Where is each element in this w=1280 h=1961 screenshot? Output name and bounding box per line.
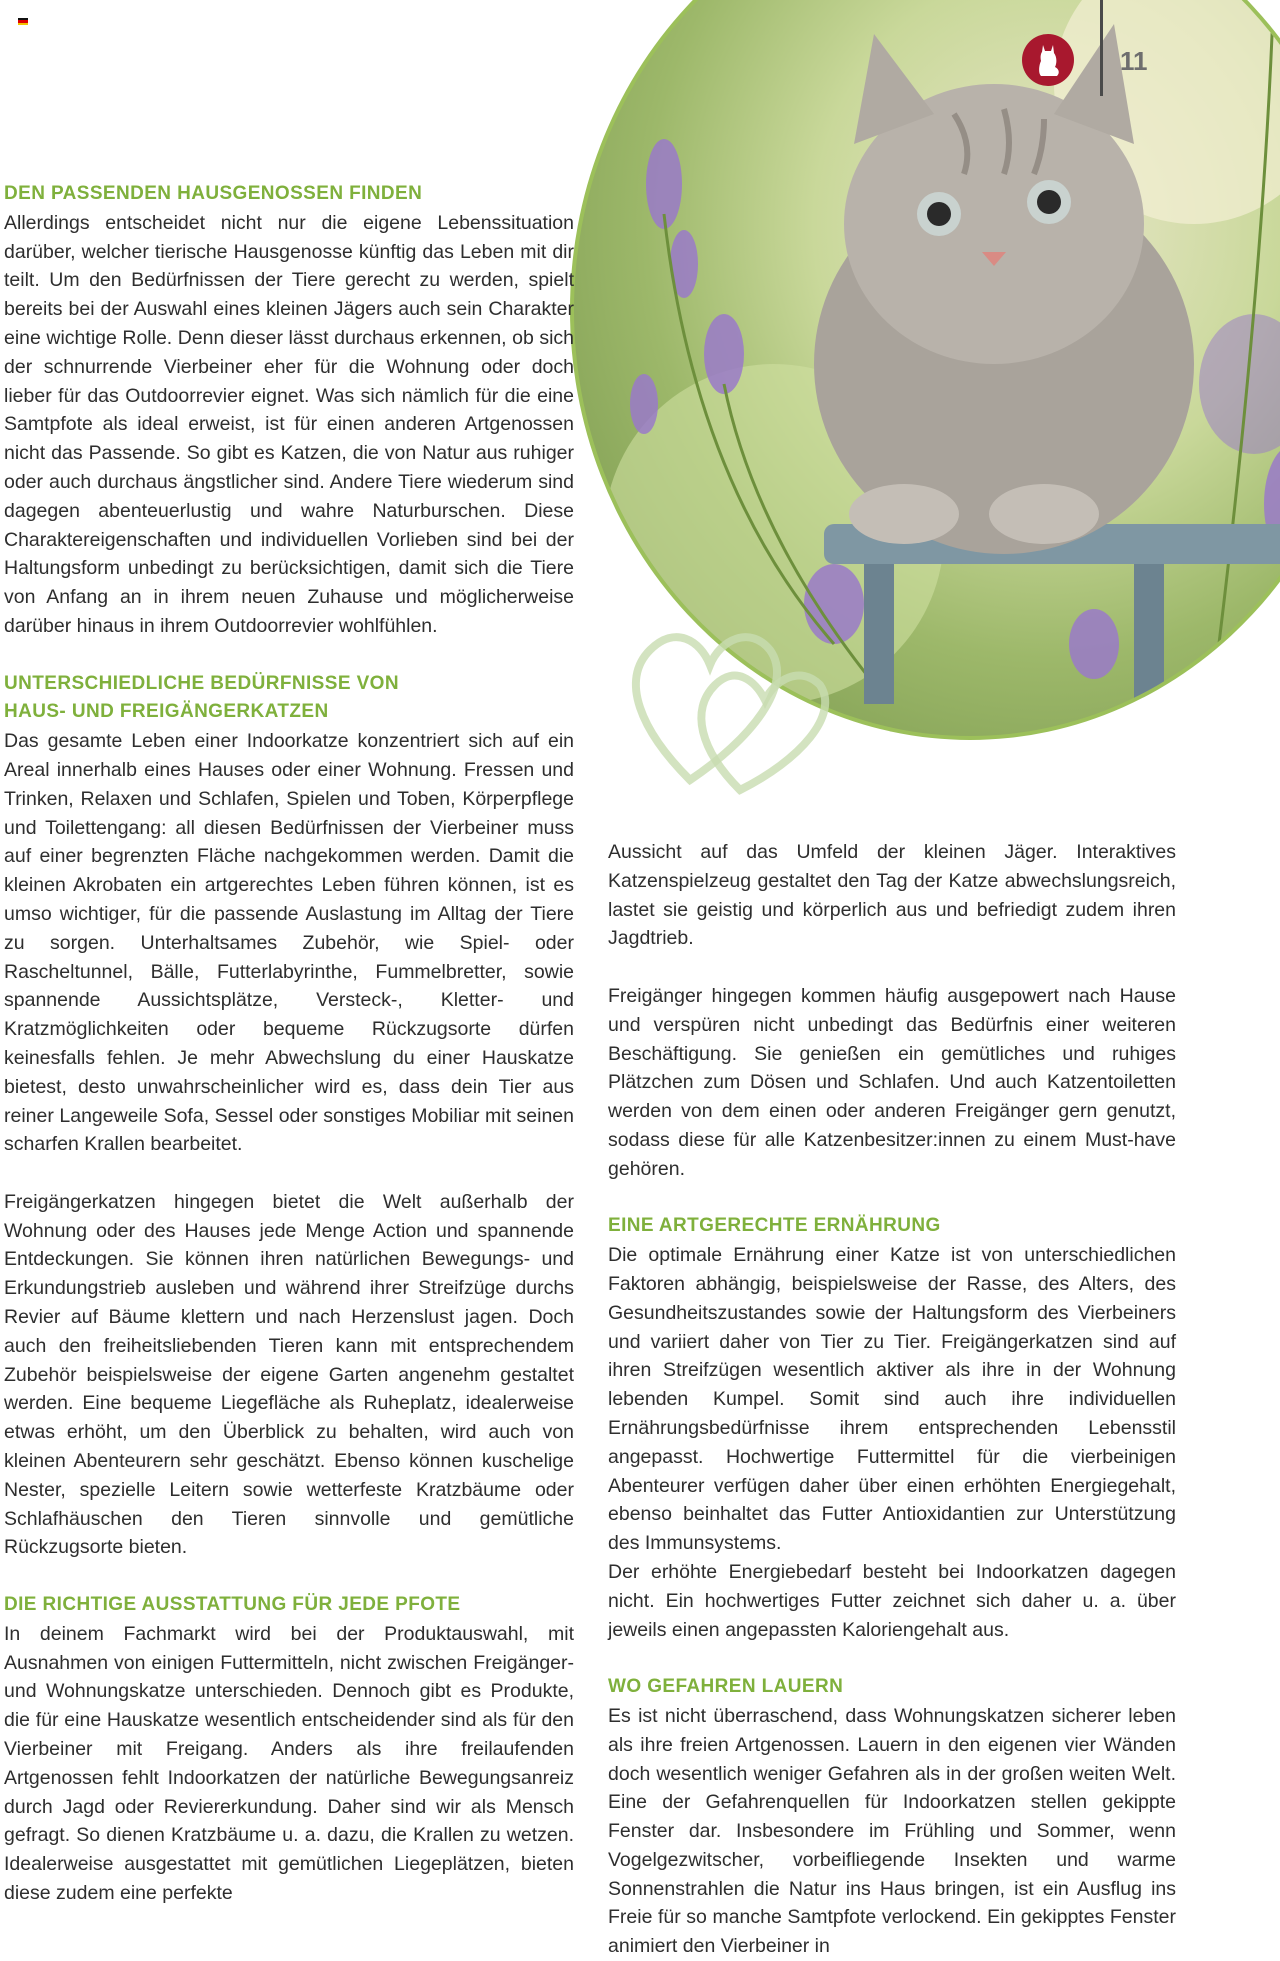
right-column — [608, 838, 1176, 1961]
paragraph: In deinem Fachmarkt wird bei der Produktauswahl, mit Ausnahmen von einigen Futtermitteln, nicht zwischen Freigänger- und Wohnungskatze unterschieden. Dennoch gibt es Produkte, die für eine Hauskatze wesentlich entscheidender sind als für den Vierbeiner mit Freigang. Anders als ihre freilaufenden Artgenossen fehlt Indoorkatzen der natürliche Bewegungsanreiz durch Jagd oder Reviererkundung. Daher sind wir als Mensch gefragt. So dienen Kratzbäume u. a. dazu, die Krallen zu wetzen. Idealerweise ausgestattet mit gemütlichen Liegeplätzen, bieten diese zudem eine perfekte — [4, 1622, 574, 1905]
cat-icon — [1022, 34, 1074, 86]
section-heading — [4, 670, 574, 728]
hearts-icon — [620, 590, 850, 800]
section-heading: DEN PASSENDEN HAUSGENOSSEN FINDEN — [4, 183, 423, 204]
paragraph: Aussicht auf das Umfeld der kleinen Jäger. Interaktives Katzenspielzeug gestaltet den Tag der Katze abwechslungsreich, lastet sie geistig und körperlich aus und befriedigt zudem ihren Jagdtrieb. — [608, 841, 1176, 950]
paragraph: Die optimale Ernährung einer Katze ist von unterschiedlichen Faktoren abhängig, beispielsweise der Rasse, des Alters, des Gesundheitszustandes sowie der Haltungsform des Vierbeiners und variiert daher von Tier zu Tier. Freigängerkatzen sind auf ihren Streifzügen wesentlich aktiver als ihre in der Wohnung lebenden Kumpel. Somit sind auch ihre individuellen Ernährungsbedürfnisse ihrem entsprechenden Lebensstil angepasst. Hochwertige Futtermittel für die vierbeinigen Abenteurer verfügen daher über einen erhöhten Energiegehalt, ebenso beinhaltet das Futter Antioxidantien zur Unterstützung des Immunsystems. — [608, 1244, 1176, 1555]
heading-line: UNTERSCHIEDLICHE BEDÜRFNISSE VON — [4, 672, 399, 694]
section-heading: WO GEFAHREN LAUERN — [608, 1676, 844, 1698]
paragraph: Es ist nicht überraschend, dass Wohnungskatzen sicherer leben als ihre freien Artgenossen. Lauern in den eigenen vier Wänden doch wesentlich weniger Gefahren als in der großen weiten Welt. Eine der Gefahrenquellen für Indoorkatzen stellen gekippte Fenster dar. Insbesondere im Frühling und Sommer, wenn Vogelgezwitscher, vorbeifliegende Insekten und warme Sonnenstrahlen die Natur ins Haus bringen, ist ein Ausflug ins Freie für so manche Samtpfote verlockend. Ein gekipptes Fenster animiert den Vierbeiner in — [608, 1704, 1176, 1958]
paragraph: Freigänger hingegen kommen häufig ausgepowert nach Hause und verspüren nicht unbedingt das Bedürfnis einer weiteren Beschäftigung. Sie genießen ein gemütliches und ruhiges Plätzchen zum Dösen und Schlafen. Und auch Katzentoiletten werden von dem einen oder anderen Freigänger gern genutzt, sodass diese für alle Katzenbesitzer:innen zu einem Must-have gehören. — [608, 984, 1176, 1180]
paragraph: Allerdings entscheidet nicht nur die eigene Lebenssituation darüber, welcher tierische Hausgenosse künftig das Leben mit dir teilt. Um den Bedürfnissen der Tiere gerecht zu werden, spielt bereits bei der Auswahl eines kleinen Jägers auch sein Charakter eine wichtige Rolle. Denn dieser lässt durchaus erkennen, ob sich der schnurrende Vierbeiner eher für die Wohnung oder doch lieber für das Outdoorrevier eignet. Was sich nämlich für die eine Samtpfote als ideal erweist, ist für einen anderen Artgenossen nicht das Passende. So gibt es Katzen, die von Natur aus ruhiger oder auch durchaus ängstlicher sind. Andere Tiere wiederum sind dagegen abenteuerlustig und wahre Naturburschen. Diese Charaktereigenschaften und individuellen Vorlieben sind bei der Haltungsform unbedingt zu berücksichtigen, damit sich die Tiere von Anfang an in ihrem neuen Zuhause und möglicherweise darüber hinaus in ihrem Outdoorrevier wohlfühlen. — [4, 211, 574, 637]
german-flag-icon — [18, 18, 28, 25]
section-heading: DIE RICHTIGE AUSSTATTUNG FÜR JEDE PFOTE — [4, 1594, 461, 1616]
paragraph: Der erhöhte Energiebedarf besteht bei Indoorkatzen dagegen nicht. Ein hochwertiges Futter zeichnet sich daher u. a. über jeweils einen angepassten Kaloriengehalt aus. — [608, 1560, 1176, 1641]
page-separator — [1100, 0, 1103, 96]
section-heading: EINE ARTGERECHTE ERNÄHRUNG — [608, 1215, 941, 1237]
paragraph: Das gesamte Leben einer Indoorkatze konzentriert sich auf ein Areal innerhalb eines Hauses oder einer Wohnung. Fressen und Trinken, Relaxen und Schlafen, Spielen und Toben, Körperpflege und Toilettengang: all diesen Bedürfnissen der Vierbeiner muss auf einer begrenzten Fläche nachgekommen werden. Damit die kleinen Akrobaten ein artgerechtes Leben führen können, ist es umso wichtiger, für die passende Auslastung im Alltag der Tiere zu sorgen. Unterhaltsames Zubehör, wie Spiel- oder Rascheltunnel, Bälle, Futterlabyrinthe, Fummelbretter, sowie spannende Aussichtsplätze, Versteck-, Kletter- und Kratzmöglichkeiten oder bequeme Rückzugsorte dürfen keinesfalls fehlen. Je mehr Abwechslung du einer Hauskatze bietest, desto unwahrscheinlicher wird es, dass dein Tier aus reiner Langeweile Sofa, Sessel oder sonstiges Mobiliar mit seinen scharfen Krallen bearbeitet. — [4, 730, 574, 1156]
heading-line: HAUS- UND FREIGÄNGERKATZEN — [4, 701, 329, 723]
page-number: 11 — [1120, 46, 1148, 76]
left-column — [4, 180, 574, 1908]
paragraph: Freigängerkatzen hingegen bietet die Welt außerhalb der Wohnung oder des Hauses jede Menge Action und spannende Entdeckungen. Sie können ihren natürlichen Bewegungs- und Erkundungstrieb ausleben und während ihrer Streifzüge durchs Revier auf Bäume klettern und nach Herzenslust jagen. Doch auch den freiheitsliebenden Tieren kann mit entsprechendem Zubehör beispielsweise der eigene Garten angenehm gestaltet werden. Eine bequeme Liegefläche als Ruheplatz, idealerweise etwas erhöht, um den Überblick zu behalten, wird auch von kleinen Abenteurern sehr geschätzt. Ebenso können kuschelige Nester, spezielle Leitern sowie wetterfeste Kratzbäume oder Schlafhäuschen den Tieren sinnvolle und gemütliche Rückzugsorte bieten. — [4, 1190, 574, 1559]
